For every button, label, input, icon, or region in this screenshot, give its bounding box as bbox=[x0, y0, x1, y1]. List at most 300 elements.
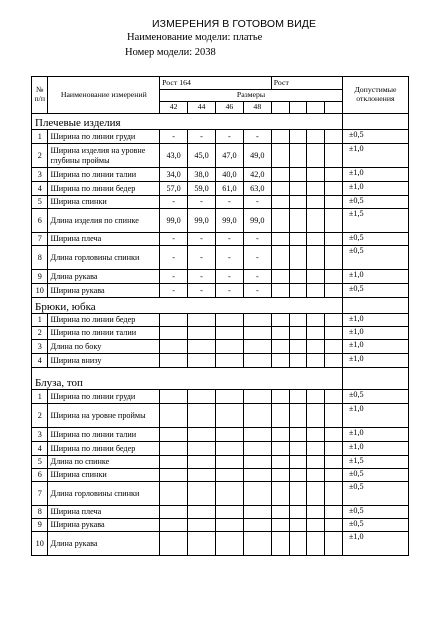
measurement-value bbox=[188, 456, 216, 469]
measurement-name: Ширина рукава bbox=[48, 519, 160, 532]
empty-cell bbox=[289, 442, 307, 456]
measurement-name: Ширина спинки bbox=[48, 196, 160, 209]
measurement-value bbox=[188, 314, 216, 327]
measurement-value bbox=[243, 340, 271, 354]
measurement-value bbox=[215, 327, 243, 340]
table-row bbox=[32, 404, 409, 428]
empty-cell bbox=[307, 506, 325, 519]
measurement-value bbox=[215, 482, 243, 506]
measurement-value: 99,0 bbox=[188, 209, 216, 233]
empty-cell bbox=[289, 428, 307, 442]
measurement-value: - bbox=[188, 270, 216, 284]
measurement-name: Длина горловины спинки bbox=[48, 246, 160, 270]
empty-cell bbox=[325, 270, 343, 284]
empty-cell bbox=[325, 340, 343, 354]
empty-cell bbox=[307, 270, 325, 284]
measurement-value bbox=[215, 340, 243, 354]
row-number: 7 bbox=[32, 233, 48, 246]
empty-cell bbox=[325, 233, 343, 246]
measurement-value bbox=[160, 482, 188, 506]
tolerance-value: ±0,5 bbox=[342, 233, 408, 246]
measurement-value: - bbox=[243, 130, 271, 144]
row-number: 2 bbox=[32, 144, 48, 168]
row-number: 6 bbox=[32, 469, 48, 482]
measurement-value bbox=[243, 428, 271, 442]
table-row bbox=[32, 340, 409, 354]
row-number: 10 bbox=[32, 284, 48, 298]
row-number: 4 bbox=[32, 442, 48, 456]
measurement-value: 45,0 bbox=[188, 144, 216, 168]
measurement-value: - bbox=[188, 284, 216, 298]
row-number: 4 bbox=[32, 354, 48, 368]
table-row bbox=[32, 469, 409, 482]
measurement-value bbox=[243, 404, 271, 428]
tolerance-value: ±1,0 bbox=[342, 182, 408, 196]
empty-cell bbox=[271, 182, 289, 196]
measurement-value: - bbox=[160, 130, 188, 144]
row-number: 8 bbox=[32, 506, 48, 519]
empty-cell bbox=[325, 506, 343, 519]
measurement-value bbox=[160, 442, 188, 456]
measurement-value: - bbox=[243, 196, 271, 209]
empty-cell bbox=[271, 130, 289, 144]
document-title: ИЗМЕРЕНИЯ В ГОТОВОМ ВИДЕ bbox=[152, 18, 317, 30]
measurement-value bbox=[215, 519, 243, 532]
empty-cell bbox=[325, 532, 343, 556]
empty-cell bbox=[325, 168, 343, 182]
measurement-name: Ширина на уровне проймы bbox=[48, 404, 160, 428]
measurement-name: Длина горловины спинки bbox=[48, 482, 160, 506]
empty-cell bbox=[325, 442, 343, 456]
table-row bbox=[32, 456, 409, 469]
measurement-value bbox=[160, 327, 188, 340]
measurement-value bbox=[243, 519, 271, 532]
measurement-value: - bbox=[243, 246, 271, 270]
empty-cell bbox=[289, 182, 307, 196]
measurement-value bbox=[215, 428, 243, 442]
sizes-header: Размеры bbox=[160, 90, 343, 102]
table-row bbox=[32, 284, 409, 298]
measurement-value bbox=[215, 404, 243, 428]
measurement-value: - bbox=[160, 284, 188, 298]
tolerance-value: ±0,5 bbox=[342, 506, 408, 519]
empty-cell bbox=[271, 196, 289, 209]
empty-cell bbox=[325, 354, 343, 368]
measurement-name: Длина по боку bbox=[48, 340, 160, 354]
measurement-value bbox=[160, 354, 188, 368]
empty-cell bbox=[271, 168, 289, 182]
empty-cell bbox=[307, 404, 325, 428]
empty-cell bbox=[289, 354, 307, 368]
measurement-value bbox=[188, 506, 216, 519]
empty-cell bbox=[307, 354, 325, 368]
empty-cell bbox=[271, 442, 289, 456]
measurement-value bbox=[215, 469, 243, 482]
tolerance-value: ±1,0 bbox=[342, 340, 408, 354]
measurement-value bbox=[188, 354, 216, 368]
empty-cell bbox=[325, 196, 343, 209]
measurement-value: 99,0 bbox=[243, 209, 271, 233]
empty-cell bbox=[271, 246, 289, 270]
empty-cell bbox=[271, 506, 289, 519]
measurement-value: - bbox=[188, 233, 216, 246]
empty-cell bbox=[307, 130, 325, 144]
empty-cell bbox=[271, 456, 289, 469]
empty-cell bbox=[289, 102, 307, 114]
tolerance-value: ±1,0 bbox=[342, 428, 408, 442]
empty-cell bbox=[289, 404, 307, 428]
empty-cell bbox=[342, 368, 408, 390]
empty-cell bbox=[271, 519, 289, 532]
measurement-value: - bbox=[215, 270, 243, 284]
tolerance-value: ±0,5 bbox=[342, 390, 408, 404]
empty-cell bbox=[271, 102, 289, 114]
row-number: 9 bbox=[32, 519, 48, 532]
empty-cell bbox=[325, 144, 343, 168]
table-row bbox=[32, 270, 409, 284]
empty-cell bbox=[325, 209, 343, 233]
section-title: Блуза, топ bbox=[32, 368, 343, 390]
size-header: 46 bbox=[215, 102, 243, 114]
empty-cell bbox=[289, 519, 307, 532]
measurement-value: - bbox=[215, 233, 243, 246]
measurement-name: Длина рукава bbox=[48, 532, 160, 556]
size-header: 48 bbox=[243, 102, 271, 114]
empty-cell bbox=[271, 144, 289, 168]
table-row bbox=[32, 233, 409, 246]
measurement-value: 57,0 bbox=[160, 182, 188, 196]
measurement-value bbox=[160, 469, 188, 482]
row-number: 3 bbox=[32, 428, 48, 442]
empty-cell bbox=[271, 428, 289, 442]
size-header: 42 bbox=[160, 102, 188, 114]
measurement-value bbox=[215, 442, 243, 456]
measurement-value bbox=[215, 506, 243, 519]
measurement-name: Ширина по линии талии bbox=[48, 327, 160, 340]
empty-cell bbox=[271, 314, 289, 327]
measurement-name: Ширина по линии бедер bbox=[48, 314, 160, 327]
table-row bbox=[32, 314, 409, 327]
measurement-value bbox=[215, 390, 243, 404]
measurement-value bbox=[243, 327, 271, 340]
empty-cell bbox=[307, 168, 325, 182]
measurement-value: 47,0 bbox=[215, 144, 243, 168]
measurement-name: Ширина по линии бедер bbox=[48, 182, 160, 196]
empty-cell bbox=[289, 233, 307, 246]
measurement-value: 34,0 bbox=[160, 168, 188, 182]
tolerance-value: ±1,0 bbox=[342, 532, 408, 556]
table-row bbox=[32, 354, 409, 368]
tolerance-value: ±0,5 bbox=[342, 482, 408, 506]
section-header-row bbox=[32, 114, 409, 130]
row-number: 2 bbox=[32, 327, 48, 340]
measurement-value: - bbox=[160, 246, 188, 270]
measurements-table bbox=[31, 76, 409, 556]
tolerance-value: ±1,0 bbox=[342, 144, 408, 168]
measurement-name: Ширина по линии груди bbox=[48, 130, 160, 144]
empty-cell bbox=[271, 233, 289, 246]
section-header-row bbox=[32, 368, 409, 390]
measurement-value bbox=[215, 532, 243, 556]
model-number: Номер модели: 2038 bbox=[125, 47, 216, 58]
col-num-header: № п/п bbox=[32, 77, 48, 114]
measurement-value bbox=[243, 442, 271, 456]
measurement-value bbox=[160, 404, 188, 428]
empty-cell bbox=[271, 209, 289, 233]
measurement-name: Ширина по линии талии bbox=[48, 168, 160, 182]
measurement-value: 42,0 bbox=[243, 168, 271, 182]
table-row bbox=[32, 532, 409, 556]
empty-cell bbox=[289, 246, 307, 270]
measurement-name: Ширина плеча bbox=[48, 506, 160, 519]
measurement-name: Ширина плеча bbox=[48, 233, 160, 246]
measurement-value bbox=[243, 354, 271, 368]
measurement-name: Длина изделия по спинке bbox=[48, 209, 160, 233]
empty-cell bbox=[289, 144, 307, 168]
size-header: 44 bbox=[188, 102, 216, 114]
measurement-value: - bbox=[160, 196, 188, 209]
measurement-value: - bbox=[215, 284, 243, 298]
measurement-value: - bbox=[188, 130, 216, 144]
measurement-value: 59,0 bbox=[188, 182, 216, 196]
empty-cell bbox=[307, 196, 325, 209]
empty-cell bbox=[325, 428, 343, 442]
measurement-value bbox=[243, 469, 271, 482]
tolerance-value: ±1,5 bbox=[342, 209, 408, 233]
measurement-value: 63,0 bbox=[243, 182, 271, 196]
row-number: 5 bbox=[32, 196, 48, 209]
row-number: 10 bbox=[32, 532, 48, 556]
row-number: 8 bbox=[32, 246, 48, 270]
measurement-value bbox=[160, 519, 188, 532]
measurement-value bbox=[188, 428, 216, 442]
empty-cell bbox=[307, 456, 325, 469]
measurement-value bbox=[188, 327, 216, 340]
measurement-name: Ширина по линии бедер bbox=[48, 442, 160, 456]
empty-cell bbox=[307, 532, 325, 556]
empty-cell bbox=[289, 130, 307, 144]
measurement-value: 49,0 bbox=[243, 144, 271, 168]
empty-cell bbox=[289, 209, 307, 233]
empty-cell bbox=[289, 456, 307, 469]
measurement-value bbox=[188, 442, 216, 456]
empty-cell bbox=[307, 102, 325, 114]
measurement-value bbox=[243, 532, 271, 556]
measurement-value bbox=[188, 532, 216, 556]
measurement-name: Ширина внизу bbox=[48, 354, 160, 368]
measurement-value bbox=[215, 314, 243, 327]
empty-cell bbox=[271, 270, 289, 284]
empty-cell bbox=[271, 390, 289, 404]
row-number: 1 bbox=[32, 390, 48, 404]
row-number: 1 bbox=[32, 130, 48, 144]
empty-cell bbox=[289, 532, 307, 556]
empty-cell bbox=[342, 114, 408, 130]
col-name-header: Наименование измерений bbox=[48, 77, 160, 114]
measurement-value: 61,0 bbox=[215, 182, 243, 196]
tolerance-value: ±1,0 bbox=[342, 404, 408, 428]
measurement-name: Ширина по линии груди bbox=[48, 390, 160, 404]
height-header: Рост bbox=[271, 77, 342, 90]
measurement-value: 40,0 bbox=[215, 168, 243, 182]
empty-cell bbox=[307, 469, 325, 482]
empty-cell bbox=[289, 340, 307, 354]
tolerance-value: ±1,0 bbox=[342, 354, 408, 368]
tolerance-value: ±1,5 bbox=[342, 456, 408, 469]
empty-cell bbox=[289, 482, 307, 506]
empty-cell bbox=[307, 390, 325, 404]
measurement-value: - bbox=[215, 246, 243, 270]
empty-cell bbox=[307, 233, 325, 246]
measurement-value: 43,0 bbox=[160, 144, 188, 168]
measurement-name: Ширина рукава bbox=[48, 284, 160, 298]
empty-cell bbox=[325, 314, 343, 327]
measurement-value bbox=[188, 390, 216, 404]
empty-cell bbox=[289, 284, 307, 298]
table-row bbox=[32, 482, 409, 506]
table-row bbox=[32, 168, 409, 182]
measurement-value bbox=[188, 469, 216, 482]
table-row bbox=[32, 144, 409, 168]
empty-cell bbox=[325, 182, 343, 196]
empty-cell bbox=[325, 130, 343, 144]
empty-cell bbox=[307, 340, 325, 354]
row-number: 9 bbox=[32, 270, 48, 284]
empty-cell bbox=[307, 284, 325, 298]
empty-cell bbox=[307, 182, 325, 196]
empty-cell bbox=[325, 284, 343, 298]
col-tolerance-header: Допустимые отклонения bbox=[342, 77, 408, 114]
tolerance-value: ±1,0 bbox=[342, 168, 408, 182]
empty-cell bbox=[289, 469, 307, 482]
measurement-value bbox=[243, 390, 271, 404]
empty-cell bbox=[271, 469, 289, 482]
measurement-value: - bbox=[188, 246, 216, 270]
measurement-value bbox=[160, 532, 188, 556]
row-number: 7 bbox=[32, 482, 48, 506]
empty-cell bbox=[289, 327, 307, 340]
tolerance-value: ±1,0 bbox=[342, 442, 408, 456]
measurement-value bbox=[188, 404, 216, 428]
measurement-value bbox=[243, 456, 271, 469]
table-row bbox=[32, 209, 409, 233]
empty-cell bbox=[307, 327, 325, 340]
measurement-value: - bbox=[243, 233, 271, 246]
measurement-value bbox=[160, 314, 188, 327]
measurement-value: - bbox=[160, 270, 188, 284]
measurement-value bbox=[160, 390, 188, 404]
empty-cell bbox=[289, 506, 307, 519]
measurement-name: Ширина спинки bbox=[48, 469, 160, 482]
empty-cell bbox=[307, 428, 325, 442]
empty-cell bbox=[325, 404, 343, 428]
empty-cell bbox=[271, 327, 289, 340]
tolerance-value: ±0,5 bbox=[342, 196, 408, 209]
empty-cell bbox=[289, 390, 307, 404]
empty-cell bbox=[307, 519, 325, 532]
measurement-value: - bbox=[243, 284, 271, 298]
row-number: 6 bbox=[32, 209, 48, 233]
tolerance-value: ±1,0 bbox=[342, 314, 408, 327]
empty-cell bbox=[325, 390, 343, 404]
measurement-value bbox=[243, 506, 271, 519]
tolerance-value: ±1,0 bbox=[342, 327, 408, 340]
section-title: Брюки, юбка bbox=[32, 298, 343, 314]
table-row bbox=[32, 442, 409, 456]
measurement-value: - bbox=[188, 196, 216, 209]
tolerance-value: ±0,5 bbox=[342, 246, 408, 270]
tolerance-value: ±0,5 bbox=[342, 519, 408, 532]
tolerance-value: ±1,0 bbox=[342, 270, 408, 284]
empty-cell bbox=[289, 168, 307, 182]
table-row bbox=[32, 130, 409, 144]
measurement-value: - bbox=[215, 196, 243, 209]
measurement-value bbox=[215, 456, 243, 469]
table-row bbox=[32, 246, 409, 270]
table-row bbox=[32, 519, 409, 532]
empty-cell bbox=[325, 327, 343, 340]
empty-cell bbox=[307, 314, 325, 327]
section-title: Плечевые изделия bbox=[32, 114, 343, 130]
measurement-name: Ширина по линии талии bbox=[48, 428, 160, 442]
height-164-header: Рост 164 bbox=[160, 77, 272, 90]
measurement-value bbox=[188, 340, 216, 354]
row-number: 4 bbox=[32, 182, 48, 196]
measurement-value: 99,0 bbox=[215, 209, 243, 233]
measurement-value bbox=[160, 506, 188, 519]
row-number: 1 bbox=[32, 314, 48, 327]
table-row bbox=[32, 506, 409, 519]
empty-cell bbox=[271, 482, 289, 506]
measurement-name: Длина рукава bbox=[48, 270, 160, 284]
table-row bbox=[32, 428, 409, 442]
empty-cell bbox=[342, 298, 408, 314]
measurement-value bbox=[215, 354, 243, 368]
measurement-value bbox=[160, 456, 188, 469]
empty-cell bbox=[289, 270, 307, 284]
table-row bbox=[32, 390, 409, 404]
measurement-value bbox=[188, 482, 216, 506]
table-row bbox=[32, 196, 409, 209]
empty-cell bbox=[325, 102, 343, 114]
measurement-value: 99,0 bbox=[160, 209, 188, 233]
table-row bbox=[32, 327, 409, 340]
section-header-row bbox=[32, 298, 409, 314]
measurement-value bbox=[160, 340, 188, 354]
empty-cell bbox=[271, 354, 289, 368]
measurement-value bbox=[243, 482, 271, 506]
empty-cell bbox=[307, 442, 325, 456]
measurement-value: - bbox=[243, 270, 271, 284]
row-number: 3 bbox=[32, 340, 48, 354]
empty-cell bbox=[271, 340, 289, 354]
tolerance-value: ±0,5 bbox=[342, 130, 408, 144]
measurement-value: - bbox=[215, 130, 243, 144]
empty-cell bbox=[271, 532, 289, 556]
empty-cell bbox=[307, 482, 325, 506]
measurement-value: 38,0 bbox=[188, 168, 216, 182]
measurement-value bbox=[188, 519, 216, 532]
table-row bbox=[32, 182, 409, 196]
model-name: Наименование модели: платье bbox=[127, 32, 263, 43]
measurement-value: - bbox=[160, 233, 188, 246]
empty-cell bbox=[325, 469, 343, 482]
measurement-value bbox=[160, 428, 188, 442]
empty-cell bbox=[325, 519, 343, 532]
row-number: 5 bbox=[32, 456, 48, 469]
tolerance-value: ±0,5 bbox=[342, 469, 408, 482]
measurement-name: Длина по спинке bbox=[48, 456, 160, 469]
